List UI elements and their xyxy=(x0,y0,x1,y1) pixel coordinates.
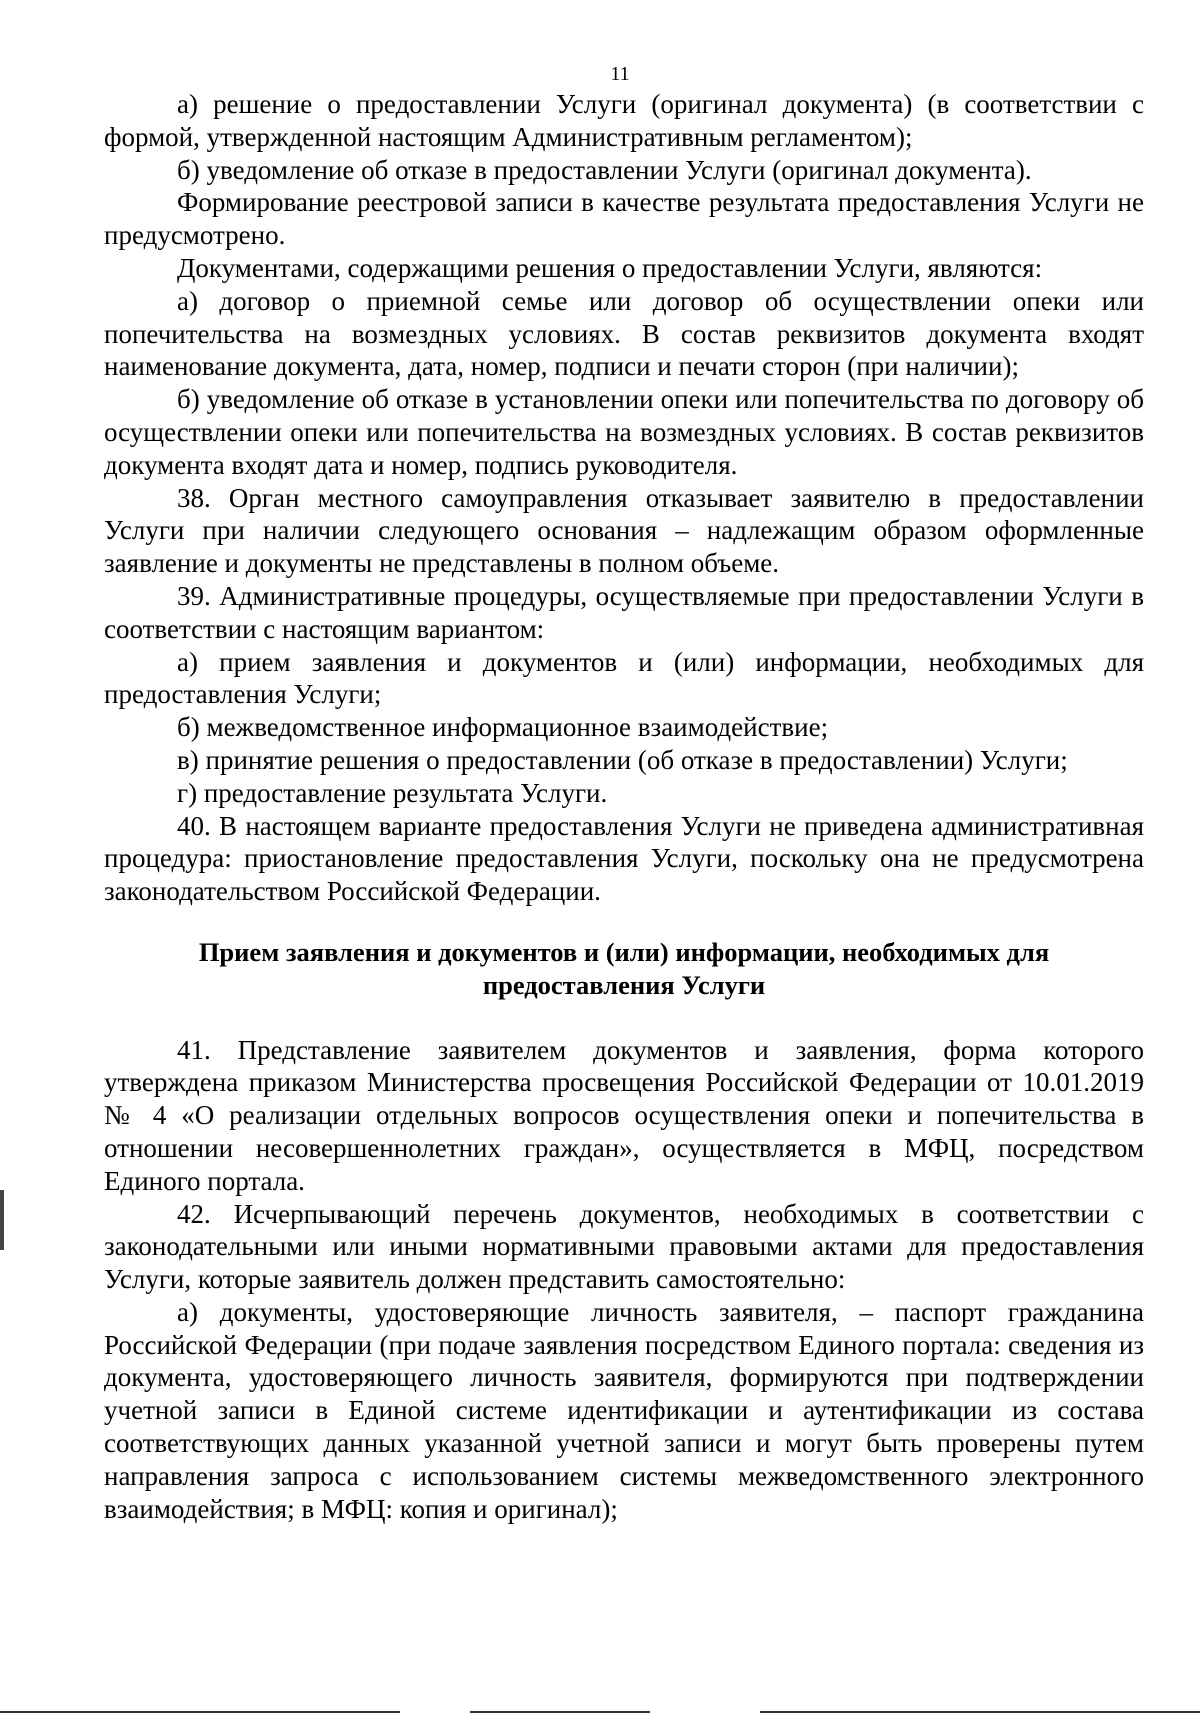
paragraph-refusal-notice: б) уведомление об отказе в предоставлении Услуги (оригинал документа). xyxy=(177,154,1032,185)
scan-edge-mark xyxy=(0,1190,4,1250)
paragraph-40: 40. В настоящем варианте предоставления Услуги не приведена административная процедура: приостановление предоставления Услуги, поскольку она не предусмотрена законодательством Российской Федерации. xyxy=(104,810,1144,907)
scan-bottom-line xyxy=(0,1711,400,1713)
paragraph-decision-documents: Документами, содержащими решения о предоставлении Услуги, являются: xyxy=(177,252,1043,283)
paragraph-39-v: в) принятие решения о предоставлении (об отказе в предоставлении) Услуги; xyxy=(177,744,1068,775)
document-body xyxy=(104,88,1144,1525)
page-number: 11 xyxy=(610,63,630,85)
paragraph-decision: а) решение о предоставлении Услуги (оригинал документа) (в соответствии с формой, утвержденной настоящим Административным регламентом); xyxy=(104,89,1144,152)
section-heading: Прием заявления и документов и (или) информации, необходимых для предоставления Услуги xyxy=(198,936,1050,1000)
scan-bottom-line xyxy=(760,1711,1200,1713)
paragraph-39-b: б) межведомственное информационное взаимодействие; xyxy=(177,712,829,743)
paragraph-42-a: а) документы, удостоверяющие личность заявителя, – паспорт гражданина Российской Федерации (при подаче заявления посредством Единого портала: сведения из документа, удостоверяющего личность заявителя, формируются при подтверждении учетной записи в Единой системе идентификации и аутентификации из состава соответствующих данных указанной учетной записи и могут быть проверены путем направления запроса с использованием системы межведомственного электронного взаимодействия; в МФЦ: копия и оригинал); xyxy=(104,1296,1144,1524)
paragraph-refusal-guardianship: б) уведомление об отказе в установлении опеки или попечительства по договору об осуществлении опеки или попечительства на возмездных условиях. В состав реквизитов документа входят дата и номер, подпись руководителя. xyxy=(104,384,1144,480)
scan-bottom-line xyxy=(470,1711,650,1713)
paragraph-41: 41. Представление заявителем документов и заявления, форма которого утверждена приказом Министерства просвещения Российской Федерации от 10.01.2019 № 4 «О реализации отдельных вопросов осуществления опеки и попечительства в отношении несовершеннолетних граждан», осуществляется в МФЦ, посредством Единого портала. xyxy=(104,1034,1144,1196)
paragraph-38: 38. Орган местного самоуправления отказывает заявителю в предоставлении Услуги при наличии следующего основания – надлежащим образом оформленные заявление и документы не представлены в полном объеме. xyxy=(104,482,1144,579)
paragraph-39-a: а) прием заявления и документов и (или) информации, необходимых для предоставления Услуги; xyxy=(104,646,1144,710)
paragraph-contract: а) договор о приемной семье или договор об осуществлении опеки или попечительства на возмездных условиях. В состав реквизитов документа входят наименование документа, дата, номер, подписи и печати сторон (при наличии); xyxy=(104,285,1144,382)
paragraph-42: 42. Исчерпывающий перечень документов, необходимых в соответствии с законодательными или иными нормативными правовыми актами для предоставления Услуги, которые заявитель должен представить самостоятельно: xyxy=(104,1198,1144,1295)
paragraph-39: 39. Административные процедуры, осуществляемые при предоставлении Услуги в соответствии с настоящим вариантом: xyxy=(104,580,1144,644)
paragraph-registry-record: Формирование реестровой записи в качестве результата предоставления Услуги не предусмотрено. xyxy=(104,187,1144,251)
paragraph-39-g: г) предоставление результата Услуги. xyxy=(177,777,608,808)
